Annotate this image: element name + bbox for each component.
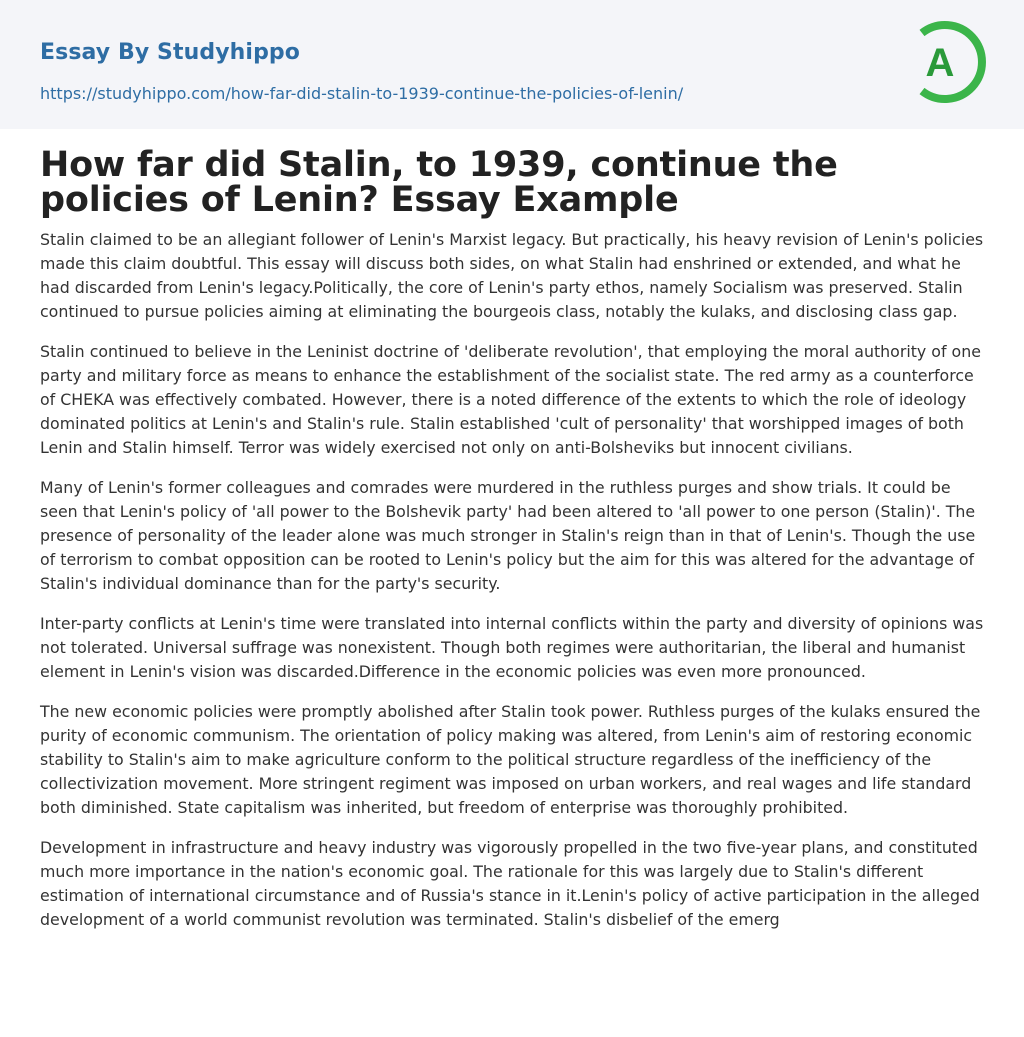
studyhippo-logo-icon[interactable] xyxy=(912,20,986,104)
article xyxy=(40,145,990,948)
article-paragraph: Many of Lenin's former colleagues and comrades were murdered in the ruthless purges and show trials. It could be seen that Lenin's policy of 'all power to the Bolshevik party' had been altered to 'all power to one person (Stalin)'. The presence of personality of the leader alone was much stronger in Stalin's reign than in that of Lenin's. Though the use of terrorism to combat opposition can be rooted to Lenin's policy but the aim for this was altered for the advantage of Stalin's individual dominance than for the party's security. xyxy=(40,478,976,593)
article-paragraph: Stalin claimed to be an allegiant follower of Lenin's Marxist legacy. But practically, his heavy revision of Lenin's policies made this claim doubtful. This essay will discuss both sides, on what Stalin had enshrined or extended, and what he had discarded from Lenin's legacy.Politically, the core of Lenin's party ethos, namely Socialism was preserved. Stalin continued to pursue policies aiming at eliminating the bourgeois class, notably the kulaks, and disclosing class gap. xyxy=(40,230,984,321)
article-title: How far did Stalin, to 1939, continue the policies of Lenin? Essay Example xyxy=(40,145,838,220)
site-brand[interactable]: Essay By Studyhippo xyxy=(40,40,300,65)
article-paragraph: Inter-party conflicts at Lenin's time were translated into internal conflicts within the party and diversity of opinions was not tolerated. Universal suffrage was nonexistent. Though both regimes were authoritarian, the liberal and humanist element in Lenin's vision was discarded.Difference in the economic policies was even more pronounced. xyxy=(40,614,984,681)
article-paragraph: Development in infrastructure and heavy industry was vigorously propelled in the two five-year plans, and constituted much more importance in the nation's economic goal. The rationale for this was largely due to Stalin's different estimation of international circumstance and of Russia's stance in it.Lenin's policy of active participation in the alleged development of a world communist revolution was terminated. Stalin's disbelief of the emerg xyxy=(40,838,980,929)
logo-svg xyxy=(912,20,986,104)
site-header xyxy=(0,0,1024,129)
article-body xyxy=(40,228,990,932)
logo-letter: A xyxy=(925,41,955,85)
article-paragraph: Stalin continued to believe in the Leninist doctrine of 'deliberate revolution', that employing the moral authority of one party and military force as means to enhance the establishment of the socialist state. The red army as a counterforce of CHEKA was effectively combated. However, there is a noted difference of the extents to which the role of ideology dominated politics at Lenin's and Stalin's rule. Stalin established 'cult of personality' that worshipped images of both Lenin and Stalin himself. Terror was widely exercised not only on anti-Bolsheviks but innocent civilians. xyxy=(40,342,981,457)
article-url-link[interactable]: https://studyhippo.com/how-far-did-stalin-to-1939-continue-the-policies-of-lenin/ xyxy=(40,84,684,103)
article-paragraph: The new economic policies were promptly abolished after Stalin took power. Ruthless purges of the kulaks ensured the purity of economic communism. The orientation of policy making was altered, from Lenin's aim of restoring economic stability to Stalin's aim to make agriculture conform to the political structure regardless of the inefficiency of the collectivization movement. More stringent regiment was imposed on urban workers, and real wages and life standard both diminished. State capitalism was inherited, but freedom of enterprise was thoroughly prohibited. xyxy=(40,702,981,817)
